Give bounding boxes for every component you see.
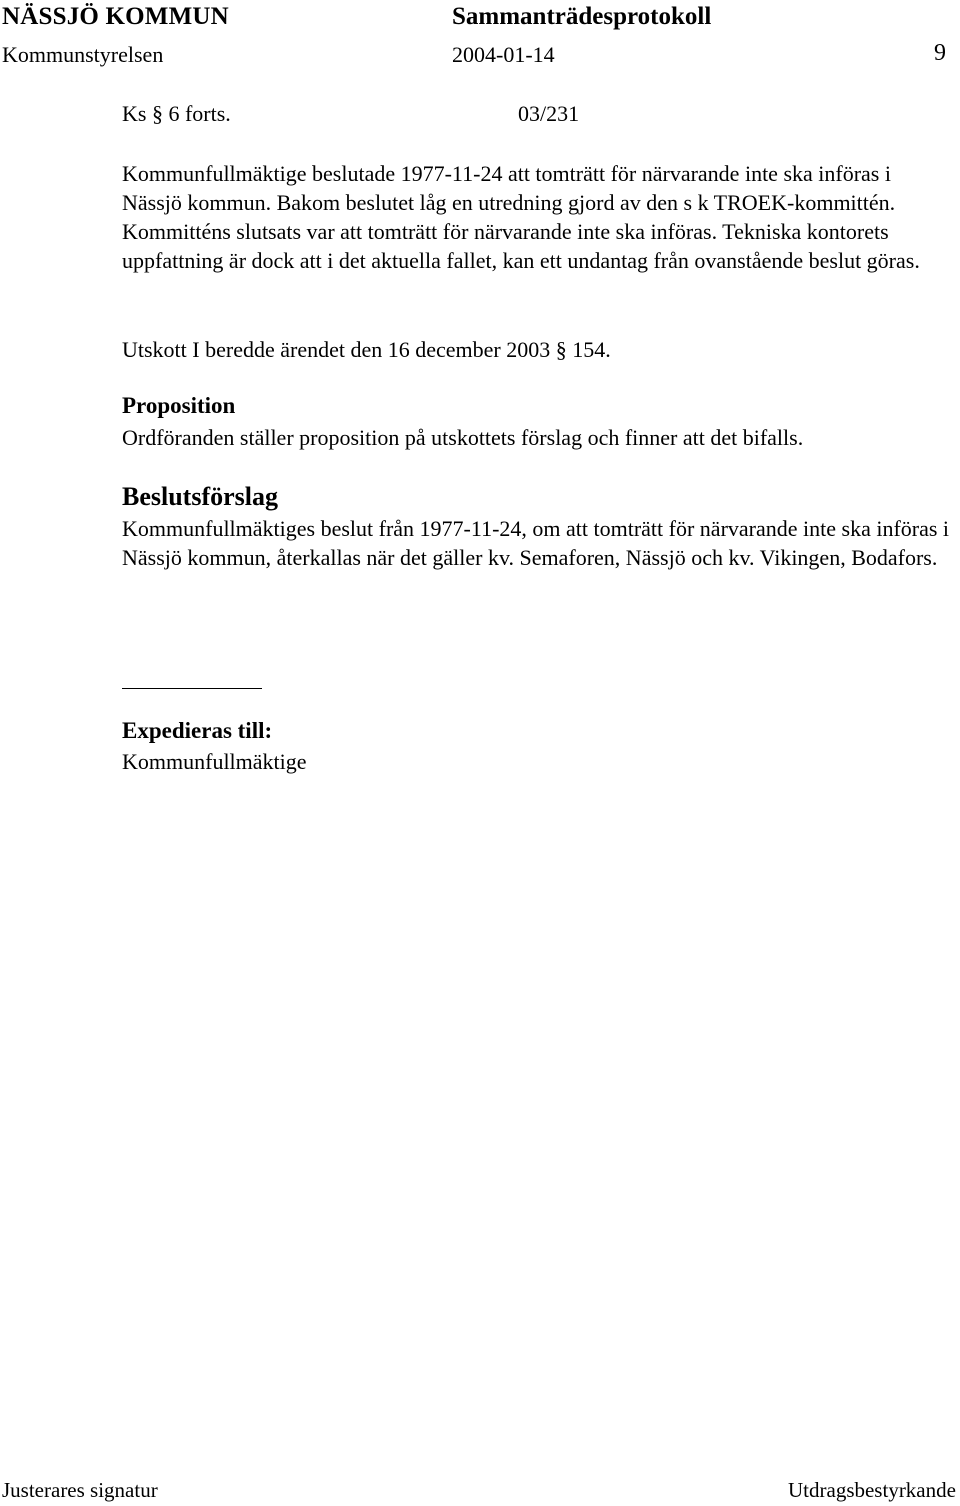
- decision-proposal-text: Kommunfullmäktiges beslut från 1977-11-24, om att tomträtt för närvarande inte ska införas i Nässjö kommun, återkallas när det gäller kv. Semaforen, Nässjö och kv. Vikingen, Bodafors.: [122, 516, 950, 570]
- proposition-text: Ordföranden ställer proposition på utskottets förslag och finner att det bifalls.: [122, 425, 804, 450]
- footer-signature-label: Justerares signatur: [2, 1478, 158, 1502]
- footer-certification-label: Utdragsbestyrkande: [788, 1478, 956, 1502]
- decision-proposal-heading: Beslutsförslag: [122, 482, 278, 511]
- distribution-recipient: Kommunfullmäktige: [122, 749, 307, 774]
- background-paragraph: Kommunfullmäktige beslutade 1977-11-24 att tomträtt för närvarande inte ska införas i Nässjö kommun. Bakom beslutet låg en utredning gjord av den s k TROEK-kommittén. Kommitténs slutsats var att tomträtt för närvarande inte ska införas. Tekniska kontorets uppfattning är dock att i det aktuella fallet, kan ett undantag från ovanstående beslut göras.: [122, 161, 920, 273]
- distribution-label: Expedieras till:: [122, 718, 273, 743]
- preparation-paragraph: Utskott I beredde ärendet den 16 december 2003 § 154.: [122, 337, 611, 362]
- case-reference: Ks § 6 forts.: [122, 101, 231, 126]
- document-type: Sammanträdesprotokoll: [452, 3, 712, 30]
- organization-name: NÄSSJÖ KOMMUN: [2, 3, 229, 30]
- separator-line: [122, 688, 262, 689]
- page-number: 9: [934, 40, 946, 66]
- proposition-heading: Proposition: [122, 393, 236, 418]
- committee-name: Kommunstyrelsen: [2, 42, 164, 67]
- case-number: 03/231: [518, 101, 580, 126]
- meeting-date: 2004-01-14: [452, 42, 555, 67]
